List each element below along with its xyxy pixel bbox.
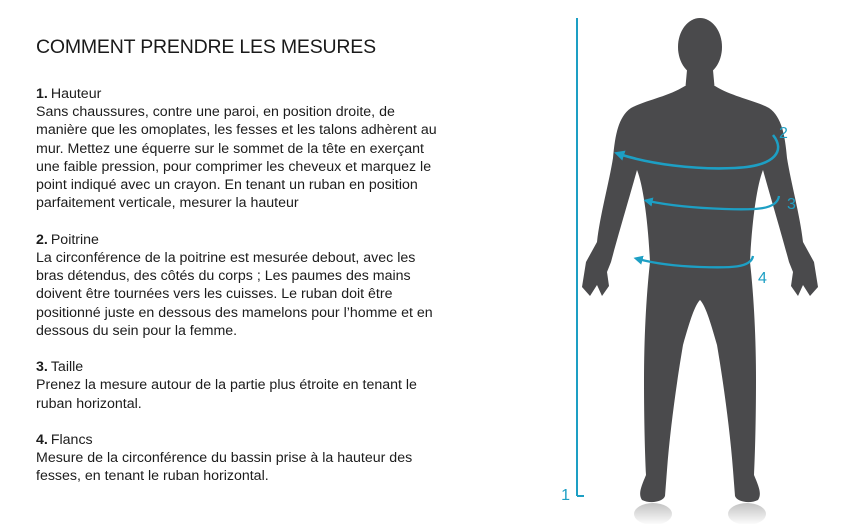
height-indicator: [561, 18, 584, 504]
page-title: COMMENT PRENDRE LES MESURES: [36, 36, 376, 58]
section-taille: [36, 358, 438, 413]
section-text: Sans chaussures, contre une paroi, en position droite, de manière que les omoplates, les fesses et les talons adhèrent au mur. Mettez une équerre sur le sommet de la tête en exerçant une faible pression, pour comprimer les cheveux et marquez le point indiqué avec un crayon. En tenant un ruban en position parfaitement verticale, mesurer la hauteur: [36, 104, 437, 212]
section-heading: [36, 358, 438, 376]
section-label: Flancs: [50, 431, 93, 448]
section-number: 2.: [36, 231, 48, 248]
section-heading: [36, 231, 438, 249]
section-heading: [36, 85, 438, 103]
section-hauteur: [36, 85, 438, 213]
floor-reflection: [634, 503, 766, 524]
section-number: 3.: [36, 359, 48, 376]
section-number: 1.: [36, 86, 48, 102]
section-label: Poitrine: [50, 231, 99, 248]
section-flancs: [36, 431, 438, 486]
body-silhouette: [582, 18, 818, 502]
section-number: 4.: [36, 431, 48, 448]
section-text: Prenez la mesure autour de la partie plus étroite en tenant le ruban horizontal.: [36, 377, 417, 412]
marker-1-label: 1: [561, 487, 570, 504]
figure-svg: [545, 0, 844, 524]
marker-4-label: 4: [758, 270, 767, 287]
instructions: [36, 85, 438, 503]
marker-2-label: 2: [779, 125, 788, 142]
section-poitrine: [36, 231, 438, 340]
section-heading: [36, 431, 438, 449]
body-measurement-figure: [545, 0, 844, 524]
marker-3-label: 3: [787, 196, 796, 213]
section-text: La circonférence de la poitrine est mesurée debout, avec les bras détendus, des côtés du corps ; Les paumes des mains doivent être tournées vers les cuisses. Le ruban doit être positionné juste en dessous des mamelons pour l’homme et en dessous du sein pour la femme.: [36, 249, 433, 339]
section-label: Hauteur: [50, 86, 102, 102]
section-text: Mesure de la circonférence du bassin prise à la hauteur des fesses, en tenant le ruban horizontal.: [36, 449, 413, 485]
section-label: Taille: [50, 359, 84, 376]
